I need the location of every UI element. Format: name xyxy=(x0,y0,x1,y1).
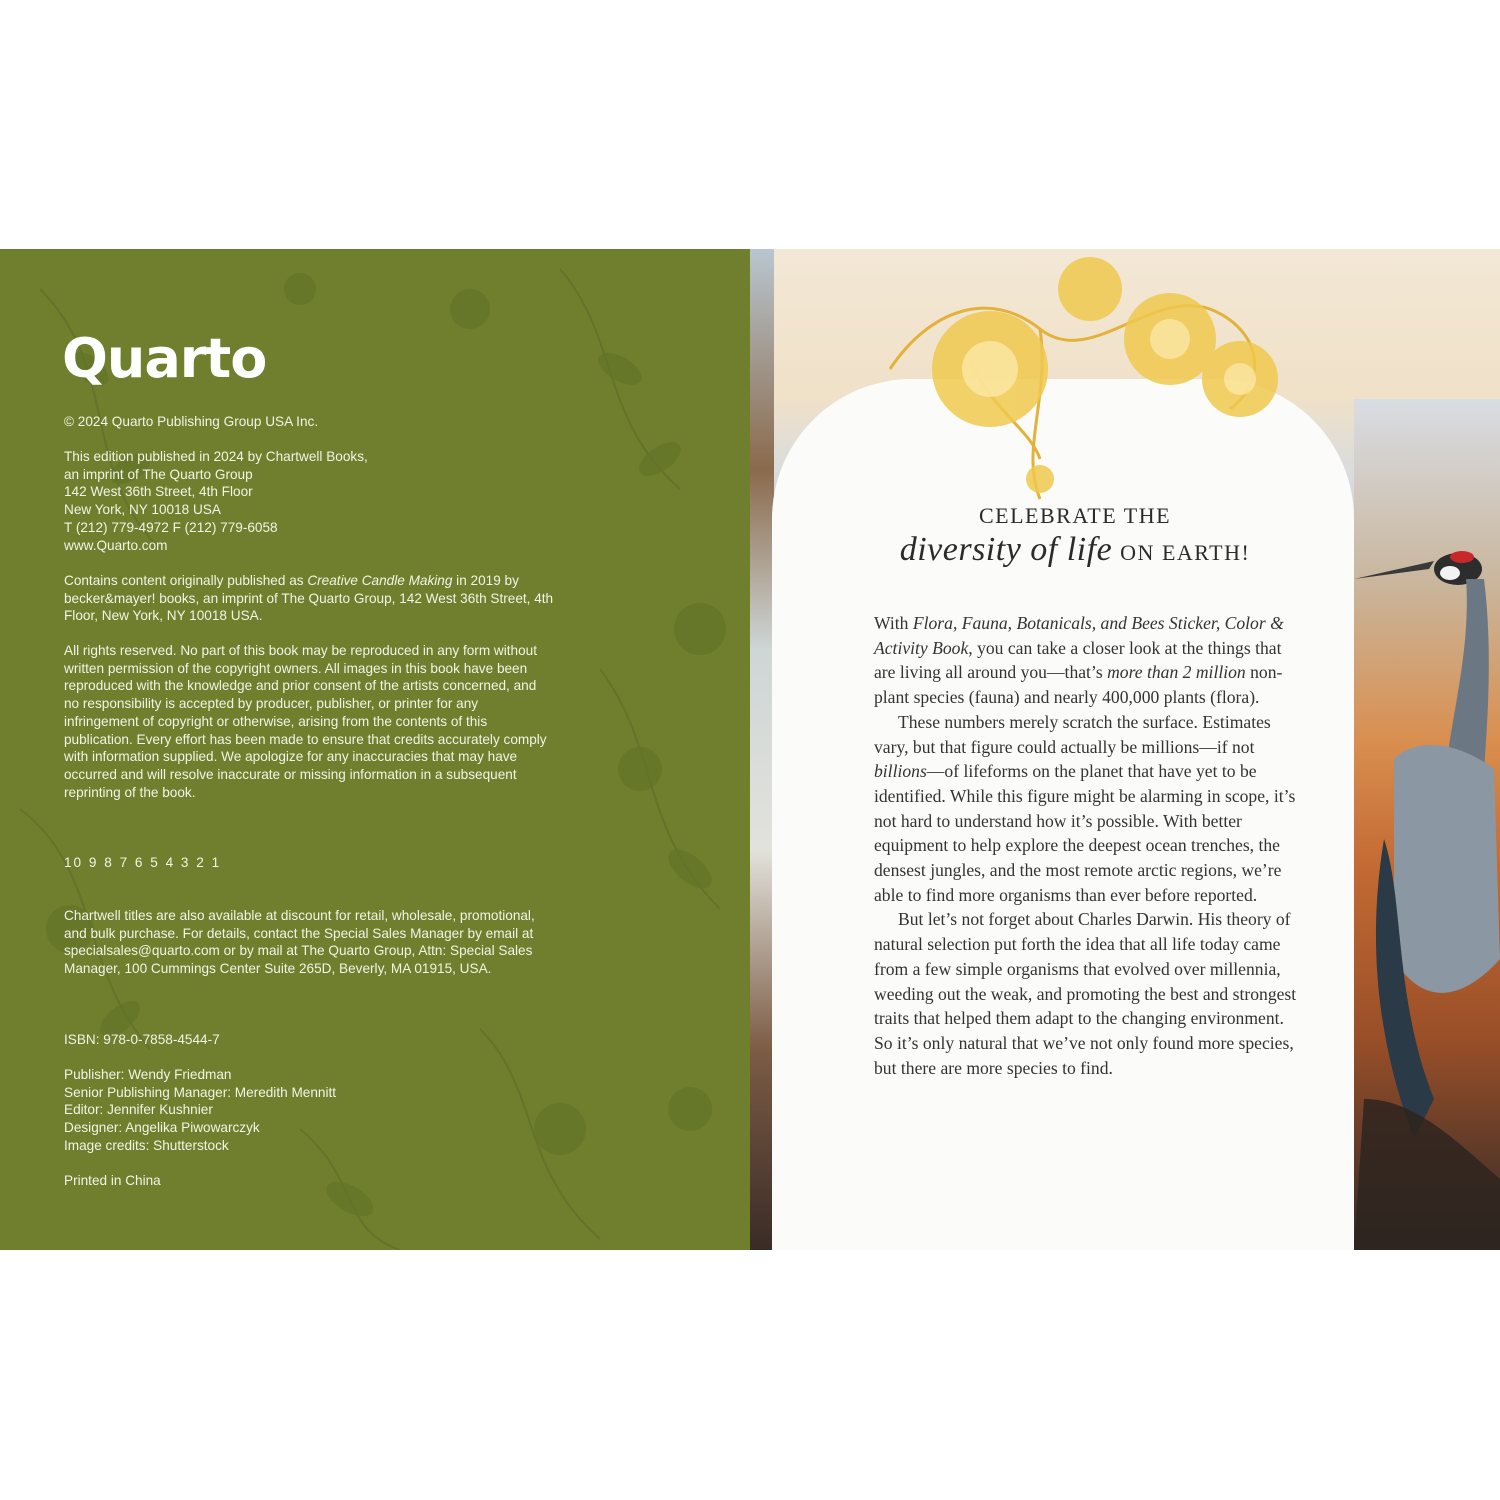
paragraph xyxy=(874,710,1299,908)
text-run: non-plant species (fauna) and nearly 400,000 plants (flora). xyxy=(874,662,1283,708)
emphasis: billions xyxy=(874,761,927,782)
gold-floral-ornament xyxy=(790,249,1350,509)
heading-caps: ON EARTH! xyxy=(1120,540,1251,565)
book-title: Flora, Fauna, Botanicals, and Bees Sticker, Color & Activity Book xyxy=(874,613,1284,658)
original-suffix: in 2019 by becker&mayer! books, an imprint of The Quarto Group, 142 West 36th Street, 4th Floor, New York, NY 10018 USA. xyxy=(64,573,554,624)
original-prefix: Contains content originally published as xyxy=(64,573,308,588)
text-run: , you can take a closer look at the things that are living all around you—that’s xyxy=(874,637,1282,683)
original-publication xyxy=(64,572,554,625)
quarto-logo: Quarto xyxy=(62,327,267,390)
edition-line: New York, NY 10018 USA xyxy=(64,502,221,518)
intro-page xyxy=(750,249,1500,1250)
website-link: www.Quarto.com xyxy=(64,537,168,553)
watercolor-left-edge xyxy=(750,249,774,1250)
emphasis: more than 2 million xyxy=(1107,662,1246,683)
edition-line: 142 West 36th Street, 4th Floor xyxy=(64,484,253,500)
credit-senior-pm: Senior Publishing Manager: Meredith Mennitt xyxy=(64,1084,337,1100)
intro-heading-line2 xyxy=(880,531,1270,569)
text-run: These numbers merely scratch the surface. Estimates vary, but that figure could actually be millions—if not xyxy=(874,711,1271,757)
credits xyxy=(64,1066,554,1155)
credit-designer: Designer: Angelika Piwowarczyk xyxy=(64,1120,260,1136)
credit-images: Image credits: Shutterstock xyxy=(64,1137,229,1153)
paragraph: But let’s not forget about Charles Darwin. His theory of natural selection put forth the idea that all life today came from a few simple organisms that evolved over millennia, weeding out the weak, and promoting the best and strongest traits that helped them adapt to the changing environment. So it’s only natural that we’ve not only found more species, but there are more species to find. xyxy=(874,909,1297,1078)
printed-in: Printed in China xyxy=(64,1173,161,1188)
heading-script: diversity of life xyxy=(899,531,1113,568)
text-run: With xyxy=(874,613,913,633)
isbn: ISBN: 978-0-7858-4544-7 xyxy=(64,1032,220,1047)
original-title: Creative Candle Making xyxy=(307,573,453,588)
printing-line: 10 9 8 7 6 5 4 3 2 1 xyxy=(64,855,222,870)
credit-publisher: Publisher: Wendy Friedman xyxy=(64,1067,232,1082)
text-run: —of lifeforms on the planet that have yet to be identified. While this figure might be alarming in scope, it’s not hard to understand how it’s possible. With better equipment to help explore the deepest ocean trenches, the densest jungles, and the most remote arctic regions, we’re able to find more organisms than ever before reported. xyxy=(874,761,1296,905)
edition-line: an imprint of The Quarto Group xyxy=(64,466,253,482)
credit-editor: Editor: Jennifer Kushnier xyxy=(64,1102,213,1118)
paragraph xyxy=(874,611,1299,710)
edition-info xyxy=(64,448,554,554)
sales-info: Chartwell titles are also available at discount for retail, wholesale, promotional, and bulk purchase. For details, contact the Special Sales Manager by email at specialsales@quarto.com or by mail at The Quarto Group, Attn: Special Sales Manager, 100 Cummings Center Suite 265D, Beverly, MA 01915, USA. xyxy=(64,908,535,977)
copyright-notice: © 2024 Quarto Publishing Group USA Inc. xyxy=(64,414,319,429)
copyright-page xyxy=(0,249,750,1250)
edition-line: T (212) 779-4972 F (212) 779-6058 xyxy=(64,519,278,535)
edition-line: This edition published in 2024 by Chartwell Books, xyxy=(64,449,368,464)
crane-illustration xyxy=(1354,539,1500,1250)
book-spread xyxy=(0,249,1500,1250)
rights-statement: All rights reserved. No part of this book may be reproduced in any form without written permission of the copyright owners. All images in this book have been reproduced with the knowledge and prior consent of the artists concerned, and no responsibility is accepted by producer, publisher, or printer for any infringement of copyright or otherwise, arising from the contents of this publication. Every effort has been made to ensure that credits accurately comply with information supplied. We apologize for any inaccuracies that may have occurred and will resolve inaccurate or missing information in a subsequent reprinting of the book. xyxy=(64,643,547,800)
intro-body xyxy=(874,611,1299,1080)
intro-heading: CELEBRATE THE xyxy=(978,503,1172,528)
